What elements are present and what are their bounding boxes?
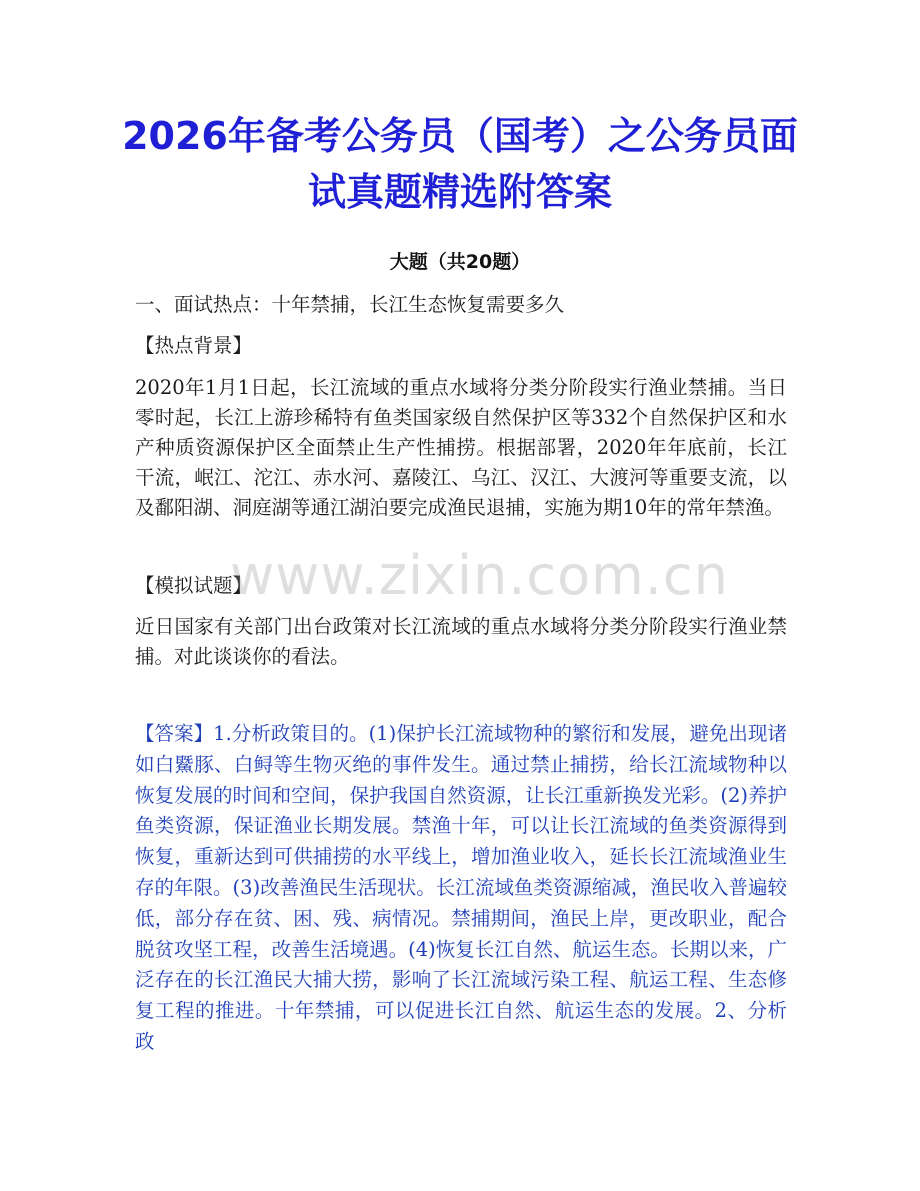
background-label: 【热点背景】 — [135, 334, 253, 357]
question-title: 一、面试热点：十年禁捕，长江生态恢复需要多久 — [135, 293, 565, 316]
document-title: 2026年备考公务员（国考）之公务员面试真题精选附答案 — [122, 114, 798, 214]
mock-question-label: 【模拟试题】 — [135, 574, 253, 597]
section-heading: 大题（共20题） — [389, 251, 531, 273]
background-text: 2020年1月1日起，长江流域的重点水域将分类分阶段实行渔业禁捕。当日零时起，长江上游珍稀特有鱼类国家级自然保护区等332个自然保护区和水产种质资源保护区全面禁止生产性捕捞。根据部署，2020年年底前，长江干流，岷江、沱江、赤水河、嘉陵江、乌江、汉江、大渡河等重要支流，以及鄱阳湖、洞庭湖等通江湖泊要完成渔民退捕，实施为期10年的常年禁渔。 — [135, 376, 787, 519]
watermark: www.zixin.com.cn — [230, 544, 729, 607]
answer-text: 【答案】1.分析政策目的。(1)保护长江流域物种的繁衍和发展，避免出现诸如白鱀豚、白鲟等生物灭绝的事件发生。通过禁止捕捞，给长江流域物种以恢复发展的时间和空间，保护我国自然资源，让长江重新换发光彩。(2)养护鱼类资源，保证渔业长期发展。禁渔十年，可以让长江流域的鱼类资源得到恢复，重新达到可供捕捞的水平线上，增加渔业收入，延长长江流域渔业生存的年限。(3)改善渔民生活现状。长江流域鱼类资源缩减，渔民收入普遍较低，部分存在贫、困、残、病情况。禁捕期间，渔民上岸，更改职业，配合脱贫攻坚工程，改善生活境遇。(4)恢复长江自然、航运生态。长期以来，广泛存在的长江渔民大捕大捞，影响了长江流域污染工程、航运工程、生态修复工程的推进。十年禁捕，可以促进长江自然、航运生态的发展。2、分析政 — [135, 722, 787, 1053]
mock-question-text: 近日国家有关部门出台政策对长江流域的重点水域将分类分阶段实行渔业禁捕。对此谈谈你的看法。 — [135, 615, 787, 668]
